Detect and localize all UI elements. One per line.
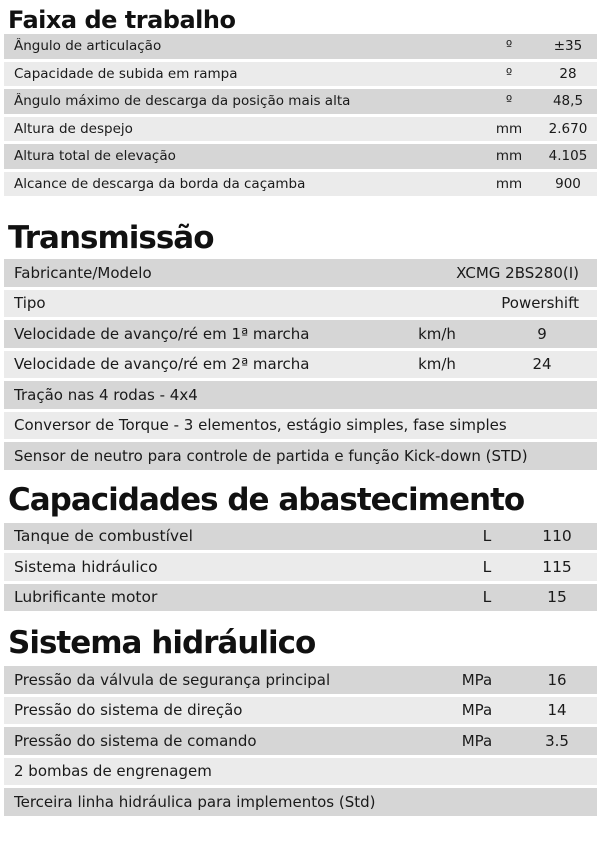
row-unit: mm [495, 120, 523, 137]
row-value: 110 [542, 527, 572, 546]
table-row [4, 584, 597, 615]
row-unit: MPa [461, 701, 493, 720]
table-row [4, 259, 597, 290]
row-label: Sistema hidráulico [14, 557, 158, 576]
row-value: 115 [542, 557, 572, 576]
row-label: Conversor de Torque - 3 elementos, estágio simples, fase simples [14, 416, 507, 435]
spec-table [0, 666, 601, 819]
table-row [4, 172, 597, 200]
table-row [4, 758, 597, 789]
section-title: Transmissão [8, 220, 214, 256]
table-row [4, 290, 597, 321]
row-value: 3.5 [545, 731, 569, 750]
row-value: XCMG 2BS280(I) [456, 263, 579, 282]
row-value: 14 [547, 701, 567, 720]
table-row [4, 553, 597, 584]
row-value: 24 [532, 355, 552, 374]
table-row [4, 666, 597, 697]
section-sistema-hidraulico [0, 625, 601, 819]
row-unit: km/h [418, 355, 456, 374]
row-label: Tipo [14, 294, 46, 313]
row-label: Tanque de combustível [14, 527, 193, 546]
table-row [4, 62, 597, 90]
row-unit: MPa [461, 731, 493, 750]
row-value: 9 [537, 324, 547, 343]
row-value: 28 [559, 65, 577, 82]
row-label: Altura de despejo [14, 120, 133, 137]
table-row [4, 117, 597, 145]
table-row [4, 442, 597, 473]
row-label: Ângulo máximo de descarga da posição mais alta [14, 93, 351, 110]
table-row [4, 697, 597, 728]
row-label: Sensor de neutro para controle de partida e função Kick-down (STD) [14, 446, 528, 465]
spec-table [0, 523, 601, 615]
section-title: Sistema hidráulico [8, 625, 316, 661]
row-label: Terceira linha hidráulica para implementos (Std) [14, 792, 376, 811]
table-row [4, 727, 597, 758]
row-value: 15 [547, 588, 567, 607]
row-value: 2.670 [548, 120, 588, 137]
table-row [4, 89, 597, 117]
row-unit: MPa [461, 670, 493, 689]
row-label: Pressão do sistema de comando [14, 731, 257, 750]
table-row [4, 381, 597, 412]
row-value: 900 [555, 175, 581, 192]
row-unit: L [482, 588, 492, 607]
row-label: Alcance de descarga da borda da caçamba [14, 175, 306, 192]
row-unit: mm [495, 148, 523, 165]
spec-table [0, 259, 601, 473]
row-value: Powershift [501, 294, 579, 313]
table-row [4, 351, 597, 382]
table-row [4, 34, 597, 62]
row-label: Ângulo de articulação [14, 38, 162, 55]
spec-table [0, 34, 601, 199]
row-label: Tração nas 4 rodas - 4x4 [14, 385, 198, 404]
row-unit: mm [495, 175, 523, 192]
row-value: ±35 [553, 38, 583, 55]
row-label: 2 bombas de engrenagem [14, 762, 212, 781]
section-transmissao [0, 220, 601, 473]
row-label: Velocidade de avanço/ré em 2ª marcha [14, 355, 310, 374]
row-unit: º [505, 38, 513, 55]
row-label: Altura total de elevação [14, 148, 176, 165]
row-value: 48,5 [552, 93, 584, 110]
row-unit: L [482, 527, 492, 546]
row-unit: º [505, 93, 513, 110]
row-unit: km/h [418, 324, 456, 343]
row-label: Pressão da válvula de segurança principal [14, 670, 331, 689]
table-row [4, 320, 597, 351]
section-faixa-de-trabalho [0, 0, 601, 199]
table-row [4, 144, 597, 172]
section-title: Faixa de trabalho [8, 6, 236, 34]
row-value: 16 [547, 670, 567, 689]
row-label: Lubrificante motor [14, 588, 158, 607]
table-row [4, 412, 597, 443]
row-label: Fabricante/Modelo [14, 263, 152, 282]
row-label: Velocidade de avanço/ré em 1ª marcha [14, 324, 310, 343]
row-value: 4.105 [548, 148, 588, 165]
row-label: Pressão do sistema de direção [14, 701, 243, 720]
section-capacidades-de-abastecimento [0, 481, 601, 615]
row-unit: L [482, 557, 492, 576]
table-row [4, 523, 597, 554]
row-unit: º [505, 65, 513, 82]
section-title: Capacidades de abastecimento [8, 481, 525, 518]
row-label: Capacidade de subida em rampa [14, 65, 238, 82]
table-row [4, 788, 597, 819]
